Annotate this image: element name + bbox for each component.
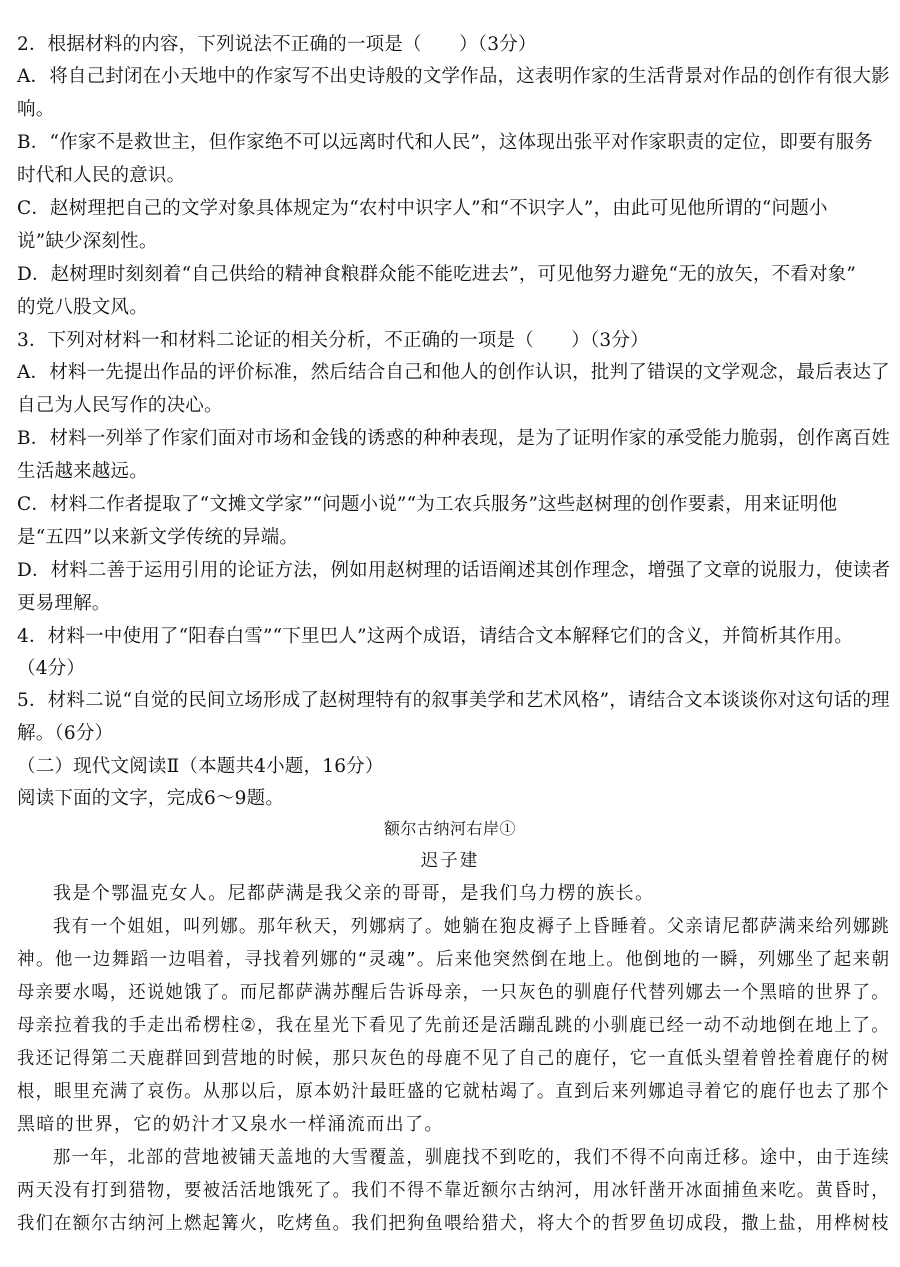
article-paragraph-line: 那一年，北部的营地被铺天盖地的大雪覆盖，驯鹿找不到吃的，我们不得不向南迁移。途中，由于连续: [53, 1147, 891, 1168]
q3-option-b-line2: 生活越来越远。: [17, 461, 148, 482]
q4-line1: 4．材料一中使用了“阳春白雪”“下里巴人”这两个成语，请结合文本解释它们的含义，并简析其作用。: [17, 626, 854, 647]
article-paragraph-line: 两天没有打到猎物，要被活活地饿死了。我们不得不靠近额尔古纳河，用冰钎凿开冰面捕鱼来吃。黄昏时，: [17, 1180, 890, 1201]
article-author: 迟子建: [420, 851, 480, 871]
article-title: 额尔古纳河右岸①: [383, 819, 516, 838]
section-instruction: 阅读下面的文字，完成6～9题。: [17, 788, 285, 809]
article-paragraph-line: 我还记得第二天鹿群回到营地的时候，那只灰色的母鹿不见了自己的鹿仔，它一直低头望着曾拴着鹿仔的树: [17, 1048, 890, 1069]
q5-line1: 5．材料二说“自觉的民间立场形成了赵树理特有的叙事美学和艺术风格”，请结合文本谈谈你对这句话的理: [17, 690, 890, 711]
q5-line2: 解。（6分）: [17, 723, 114, 744]
article-paragraph-line: 黑暗的世界，它的奶汁才又泉水一样涌流而出了。: [17, 1114, 444, 1135]
q2-option-c-line1: C．赵树理把自己的文学对象具体规定为“农村中识字人”和“不识字人”，由此可见他所谓的“问题小: [17, 198, 828, 219]
q3-option-c-line1: C．材料二作者提取了“文摊文学家”“问题小说”“为工农兵服务”这些赵树理的创作要素，用来证明他: [17, 494, 838, 515]
article-paragraph-line: 神。他一边舞蹈一边唱着，寻找着列娜的“灵魂”。后来他突然倒在地上。他倒地的一瞬，列娜坐了起来朝: [17, 949, 891, 970]
article-paragraph-line: 我是个鄂温克女人。尼都萨满是我父亲的哥哥，是我们乌力楞的族长。: [53, 883, 655, 904]
q2-stem: 2．根据材料的内容，下列说法不正确的一项是（ ）（3分）: [17, 34, 537, 55]
article-paragraph-line: 母亲要水喝，还说她饿了。而尼都萨满苏醒后告诉母亲，一只灰色的驯鹿仔代替列娜去一个黑暗的世界了。: [17, 982, 890, 1003]
q3-option-d-line1: D．材料二善于运用引用的论证方法，例如用赵树理的话语阐述其创作理念，增强了文章的说服力，使读者: [17, 560, 891, 581]
q2-option-b-line1: B．“作家不是救世主，但作家绝不可以远离时代和人民”，这体现出张平对作家职责的定位，即要有服务: [17, 132, 873, 153]
article-paragraph-line: 我有一个姐姐，叫列娜。那年秋天，列娜病了。她躺在狍皮褥子上昏睡着。父亲请尼都萨满来给列娜跳: [53, 916, 891, 937]
q2-option-d-line2: 的党八股文风。: [17, 297, 148, 318]
q3-option-a-line2: 自己为人民写作的决心。: [17, 395, 223, 416]
q3-stem: 3．下列对材料一和材料二论证的相关分析，不正确的一项是（ ）（3分）: [17, 330, 649, 351]
q2-option-d-line1: D．赵树理时刻刻着“自己供给的精神食粮群众能不能吃进去”，可见他努力避免“无的放矢，不看对象”: [17, 264, 857, 285]
q3-option-d-line2: 更易理解。: [17, 593, 111, 614]
q2-option-b-line2: 时代和人民的意识。: [17, 165, 186, 186]
section-heading: （二）现代文阅读Ⅱ（本题共4小题，16分）: [17, 756, 384, 777]
q2-option-c-line2: 说”缺少深刻性。: [17, 231, 158, 252]
q2-option-a-line2: 响。: [17, 99, 55, 120]
q2-option-a-line1: A．将自己封闭在小天地中的作家写不出史诗般的文学作品，这表明作家的生活背景对作品的创作有很大影: [17, 66, 890, 87]
article-paragraph-line: 我们在额尔古纳河上燃起篝火，吃烤鱼。我们把狗鱼喂给猎犬，将大个的哲罗鱼切成段，撒上盐，用桦树枝: [17, 1213, 890, 1234]
article-paragraph-line: 根，眼里充满了哀伤。从那以后，原本奶汁最旺盛的它就枯竭了。直到后来列娜追寻着它的鹿仔也去了那个: [17, 1081, 890, 1102]
q3-option-a-line1: A．材料一先提出作品的评价标准，然后结合自己和他人的创作认识，批判了错误的文学观念，最后表达了: [17, 362, 890, 383]
article-paragraph-line: 母亲拉着我的手走出希楞柱②，我在星光下看见了先前还是活蹦乱跳的小驯鹿已经一动不动地倒在地上了。: [17, 1015, 890, 1036]
q4-line2: （4分）: [17, 658, 86, 679]
q3-option-c-line2: 是“五四”以来新文学传统的异端。: [17, 527, 299, 548]
q3-option-b-line1: B．材料一列举了作家们面对市场和金钱的诱惑的种种表现，是为了证明作家的承受能力脆弱，创作离百姓: [17, 428, 891, 449]
